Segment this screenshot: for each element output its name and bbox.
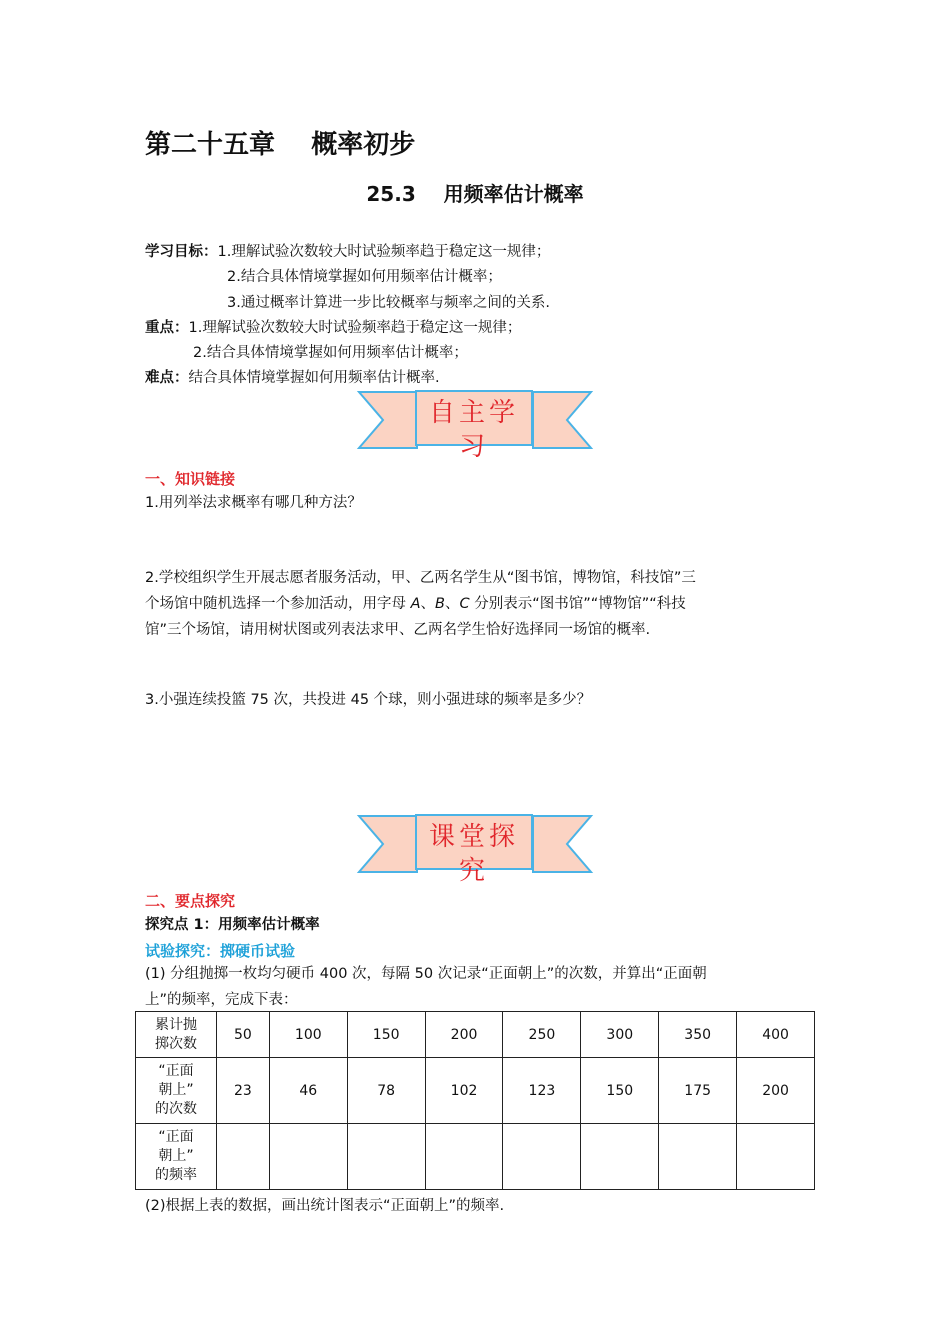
letter-b: B	[435, 596, 445, 612]
letter-a: A	[410, 596, 421, 612]
step-1	[145, 961, 835, 1013]
table-cell: 23	[217, 1058, 270, 1124]
experiment-title: 试验探究：掷硬币试验	[145, 942, 296, 960]
step-1-line-2: 上”的频率，完成下表：	[145, 992, 298, 1008]
table-cell: 200	[737, 1058, 815, 1124]
banner-text: 课堂探究	[415, 814, 533, 870]
row-header-heads-frequency: “正面 朝上” 的频率	[136, 1124, 217, 1190]
table-cell: 123	[503, 1058, 581, 1124]
coin-toss-table	[135, 1011, 815, 1190]
table-cell-empty[interactable]	[347, 1124, 425, 1190]
objective-item: 3.通过概率计算进一步比较概率与频率之间的关系.	[227, 295, 550, 311]
row-header-heads-count: “正面 朝上” 的次数	[136, 1058, 217, 1124]
table-cell: 102	[425, 1058, 503, 1124]
key-explore-heading: 二、要点探究	[145, 892, 236, 910]
question-2-line-1: 2.学校组织学生开展志愿者服务活动，甲、乙两名学生从“图书馆，博物馆，科技馆”三	[145, 570, 696, 586]
table-cell-empty[interactable]	[581, 1124, 659, 1190]
table-cell: 350	[659, 1012, 737, 1058]
table-cell: 250	[503, 1012, 581, 1058]
table-cell-empty[interactable]	[217, 1124, 270, 1190]
table-cell: 46	[269, 1058, 347, 1124]
table-cell-empty[interactable]	[269, 1124, 347, 1190]
table-cell: 200	[425, 1012, 503, 1058]
table-row	[136, 1124, 815, 1190]
table-cell: 50	[217, 1012, 270, 1058]
table-cell-empty[interactable]	[659, 1124, 737, 1190]
objectives-label: 学习目标：	[145, 244, 218, 260]
key-point-item: 2.结合具体情境掌握如何用频率估计概率；	[193, 345, 468, 361]
table-cell: 300	[581, 1012, 659, 1058]
table-cell-empty[interactable]	[425, 1124, 503, 1190]
difficulty-label: 难点：	[145, 370, 189, 386]
table-cell-empty[interactable]	[737, 1124, 815, 1190]
table-cell: 400	[737, 1012, 815, 1058]
objectives-row-1	[145, 242, 550, 262]
difficulty-row	[145, 368, 440, 388]
question-2	[145, 565, 815, 643]
table-row	[136, 1058, 815, 1124]
banner-text: 自主学习	[415, 390, 533, 446]
class-explore-banner	[357, 810, 593, 886]
table-cell: 78	[347, 1058, 425, 1124]
row-header-tosses: 累计抛 掷次数	[136, 1012, 217, 1058]
chapter-title: 第二十五章 概率初步	[145, 130, 416, 160]
objective-item: 2.结合具体情境掌握如何用频率估计概率；	[227, 269, 502, 285]
question-2-line-2: 个场馆中随机选择一个参加活动，用字母 A、B、C 分别表示“图书馆”“博物馆”“科技	[145, 596, 686, 612]
question-1: 1.用列举法求概率有哪几种方法？	[145, 495, 362, 511]
step-2: (2)根据上表的数据，画出统计图表示“正面朝上”的频率.	[145, 1198, 505, 1214]
objective-item: 1.理解试验次数较大时试验频率趋于稳定这一规律；	[217, 244, 551, 260]
table-row	[136, 1012, 815, 1058]
self-study-banner	[357, 386, 593, 462]
explore-point-heading: 探究点 1：用频率估计概率	[145, 917, 320, 933]
table-cell: 175	[659, 1058, 737, 1124]
question-2-line-3: 馆”三个场馆，请用树状图或列表法求甲、乙两名学生恰好选择同一场馆的概率.	[145, 622, 651, 638]
letter-c: C	[459, 596, 470, 612]
key-points-row-1	[145, 318, 521, 338]
knowledge-link-heading: 一、知识链接	[145, 470, 236, 488]
table-cell: 150	[581, 1058, 659, 1124]
table-cell: 100	[269, 1012, 347, 1058]
table-cell-empty[interactable]	[503, 1124, 581, 1190]
question-3: 3.小强连续投篮 75 次，共投进 45 个球，则小强进球的频率是多少？	[145, 692, 592, 708]
table-cell: 150	[347, 1012, 425, 1058]
step-1-line-1: (1) 分组抛掷一枚均匀硬币 400 次，每隔 50 次记录“正面朝上”的次数，并算出“正面朝	[145, 966, 707, 982]
section-title: 25.3 用频率估计概率	[366, 182, 584, 206]
key-points-label: 重点：	[145, 320, 189, 336]
key-point-item: 1.理解试验次数较大时试验频率趋于稳定这一规律；	[188, 320, 522, 336]
difficulty-text: 结合具体情境掌握如何用频率估计概率.	[188, 370, 440, 386]
